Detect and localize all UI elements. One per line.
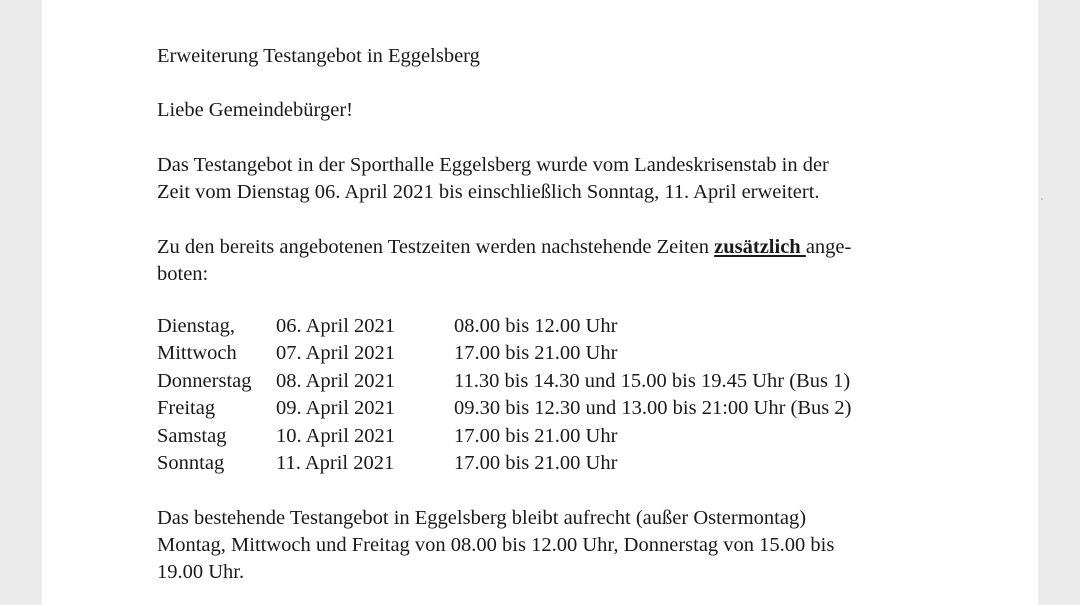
schedule-day: Donnerstag — [157, 369, 252, 392]
schedule-day: Dienstag, — [157, 315, 235, 337]
schedule-date: 06. April 2021 — [276, 315, 396, 337]
schedule-time: 09.30 bis 12.30 und 13.00 bis 21:00 Uhr (Bus 2) — [454, 397, 852, 420]
paragraph-line — [157, 234, 937, 261]
schedule-date: 11. April 2021 — [276, 451, 395, 474]
paragraph-additional-times — [157, 234, 937, 288]
document-page — [42, 0, 1038, 605]
paragraph-line: 19.00 Uhr. — [157, 561, 245, 583]
schedule-date: 07. April 2021 — [276, 342, 396, 365]
paragraph-extension — [157, 152, 937, 206]
schedule-date: 08. April 2021 — [276, 369, 396, 392]
schedule-day: Mittwoch — [157, 342, 237, 365]
paragraph-existing-offer — [157, 505, 937, 586]
document-title: Erweiterung Testangebot in Eggelsberg — [157, 45, 480, 67]
schedule-date: 09. April 2021 — [276, 397, 396, 420]
greeting: Liebe Gemeindebürger! — [157, 99, 353, 121]
schedule-time: 17.00 bis 21.00 Uhr — [454, 424, 618, 447]
text-segment: Zu den bereits angebotenen Testzeiten werden nachstehende Zeiten — [157, 236, 715, 258]
schedule-table — [157, 313, 937, 477]
schedule-day: Samstag — [157, 424, 227, 447]
paragraph-line: Montag, Mittwoch und Freitag von 08.00 bis 12.00 Uhr, Donnerstag von 15.00 bis — [157, 534, 835, 556]
schedule-row — [157, 313, 937, 340]
schedule-day: Sonntag — [157, 451, 225, 474]
text-segment: ange- — [805, 236, 852, 258]
emphasis-zusaetzlich: zusätzlich — [714, 236, 806, 258]
paragraph-line: Zeit vom Dienstag 06. April 2021 bis einschließlich Sonntag, 11. April erweitert. — [157, 181, 820, 203]
schedule-day: Freitag — [157, 397, 216, 420]
schedule-row — [157, 423, 937, 450]
schedule-date: 10. April 2021 — [276, 424, 396, 447]
schedule-time: 11.30 bis 14.30 und 15.00 bis 19.45 Uhr (Bus 1) — [454, 369, 851, 392]
schedule-time: 17.00 bis 21.00 Uhr — [454, 342, 618, 365]
schedule-row — [157, 395, 937, 422]
paragraph-line: boten: — [157, 263, 209, 285]
schedule-time: 17.00 bis 21.00 Uhr — [454, 451, 618, 474]
paragraph-line: Das bestehende Testangebot in Eggelsberg bleibt aufrecht (außer Ostermontag) — [157, 507, 807, 529]
scan-speck — [1041, 198, 1043, 200]
schedule-time: 08.00 bis 12.00 Uhr — [454, 315, 618, 337]
schedule-row — [157, 340, 937, 367]
schedule-row — [157, 368, 937, 395]
paragraph-line: Das Testangebot in der Sporthalle Eggelsberg wurde vom Landeskrisenstab in der — [157, 154, 829, 176]
schedule-row — [157, 450, 937, 477]
